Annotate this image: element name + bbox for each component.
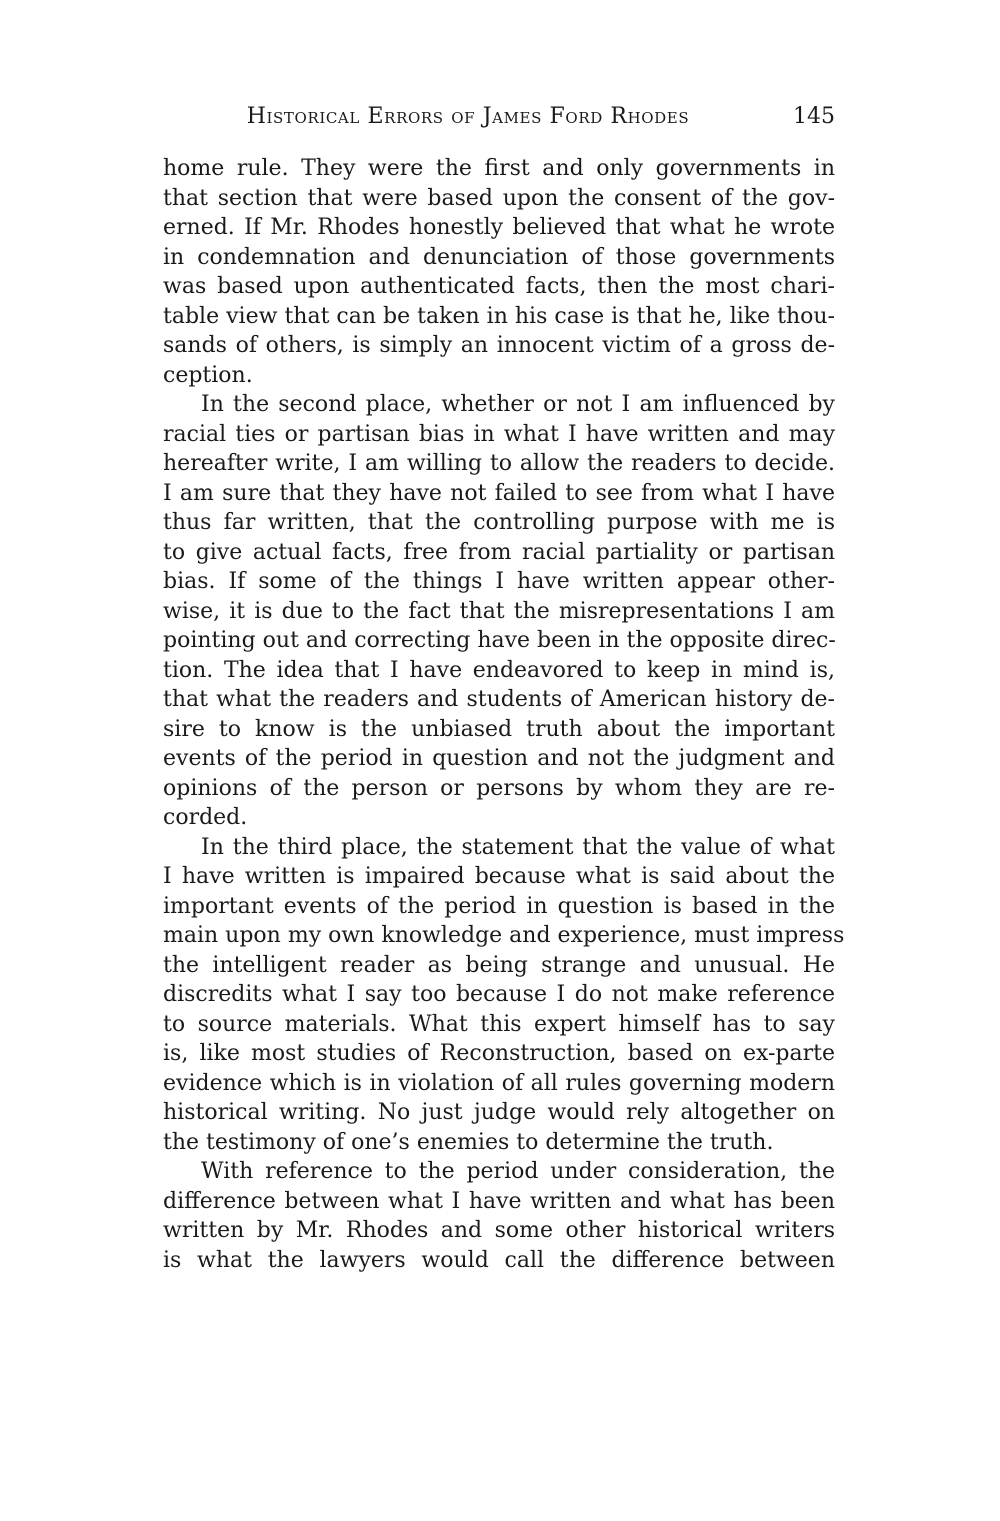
- text-line: in condemnation and denunciation of those governments: [163, 244, 835, 270]
- text-line: With reference to the period under consideration, the: [201, 1159, 835, 1184]
- text-line: ception.: [163, 362, 253, 388]
- running-title: Historical Errors of James Ford Rhodes: [246, 104, 690, 129]
- text-line: bias. If some of the things I have written appear other-: [163, 569, 835, 594]
- text-line: written by Mr. Rhodes and some other historical writers: [163, 1218, 835, 1243]
- text-line: difference between what I have written and what has been: [163, 1188, 835, 1214]
- text-line: erned. If Mr. Rhodes honestly believed that what he wrote: [163, 215, 835, 240]
- text-line: evidence which is in violation of all rules governing modern: [163, 1070, 835, 1096]
- text-line: is what the lawyers would call the difference between: [163, 1247, 835, 1273]
- text-line: racial ties or partisan bias in what I have written and may: [163, 421, 835, 447]
- text-line: main upon my own knowledge and experience, must impress: [163, 923, 845, 948]
- text-line: hereafter write, I am willing to allow the readers to decide.: [163, 451, 835, 476]
- text-line: corded.: [163, 805, 248, 830]
- text-line: pointing out and correcting have been in the opposite direc-: [163, 628, 836, 653]
- page-header: [163, 104, 835, 136]
- text-line: discredits what I say too because I do not make reference: [163, 982, 835, 1007]
- text-line: I have written is impaired because what is said about the: [163, 864, 835, 889]
- text-line: that section that were based upon the consent of the gov-: [163, 185, 835, 211]
- text-line: the intelligent reader as being strange and unusual. He: [163, 952, 835, 978]
- text-line: to give actual facts, free from racial partiality or partisan: [163, 539, 835, 565]
- text-line: important events of the period in question is based in the: [163, 893, 835, 919]
- body-text: [163, 154, 845, 1275]
- text-line: I am sure that they have not failed to see from what I have: [163, 480, 835, 506]
- text-line: historical writing. No just judge would rely altogether on: [163, 1100, 835, 1125]
- text-line: In the third place, the statement that the value of what: [201, 834, 835, 860]
- text-line: sire to know is the unbiased truth about the important: [163, 716, 835, 742]
- text-line: opinions of the person or persons by whom they are re-: [163, 775, 835, 801]
- text-line: was based upon authenticated facts, then the most chari-: [163, 274, 835, 299]
- text-line: that what the readers and students of American history de-: [163, 687, 835, 712]
- text-line: tion. The idea that I have endeavored to keep in mind is,: [163, 657, 835, 683]
- text-line: table view that can be taken in his case is that he, like thou-: [163, 303, 835, 329]
- text-line: the testimony of one’s enemies to determine the truth.: [163, 1129, 774, 1155]
- text-line: home rule. They were the first and only governments in: [163, 156, 835, 181]
- text-line: events of the period in question and not the judgment and: [163, 746, 835, 771]
- text-line: In the second place, whether or not I am influenced by: [201, 392, 835, 417]
- text-line: thus far written, that the controlling purpose with me is: [163, 510, 835, 535]
- text-line: is, like most studies of Reconstruction, based on ex-parte: [163, 1041, 835, 1066]
- text-line: to source materials. What this expert himself has to say: [163, 1011, 835, 1037]
- page-number: 145: [793, 104, 835, 129]
- text-line: wise, it is due to the fact that the misrepresentations I am: [163, 598, 835, 624]
- text-line: sands of others, is simply an innocent victim of a gross de-: [163, 333, 835, 358]
